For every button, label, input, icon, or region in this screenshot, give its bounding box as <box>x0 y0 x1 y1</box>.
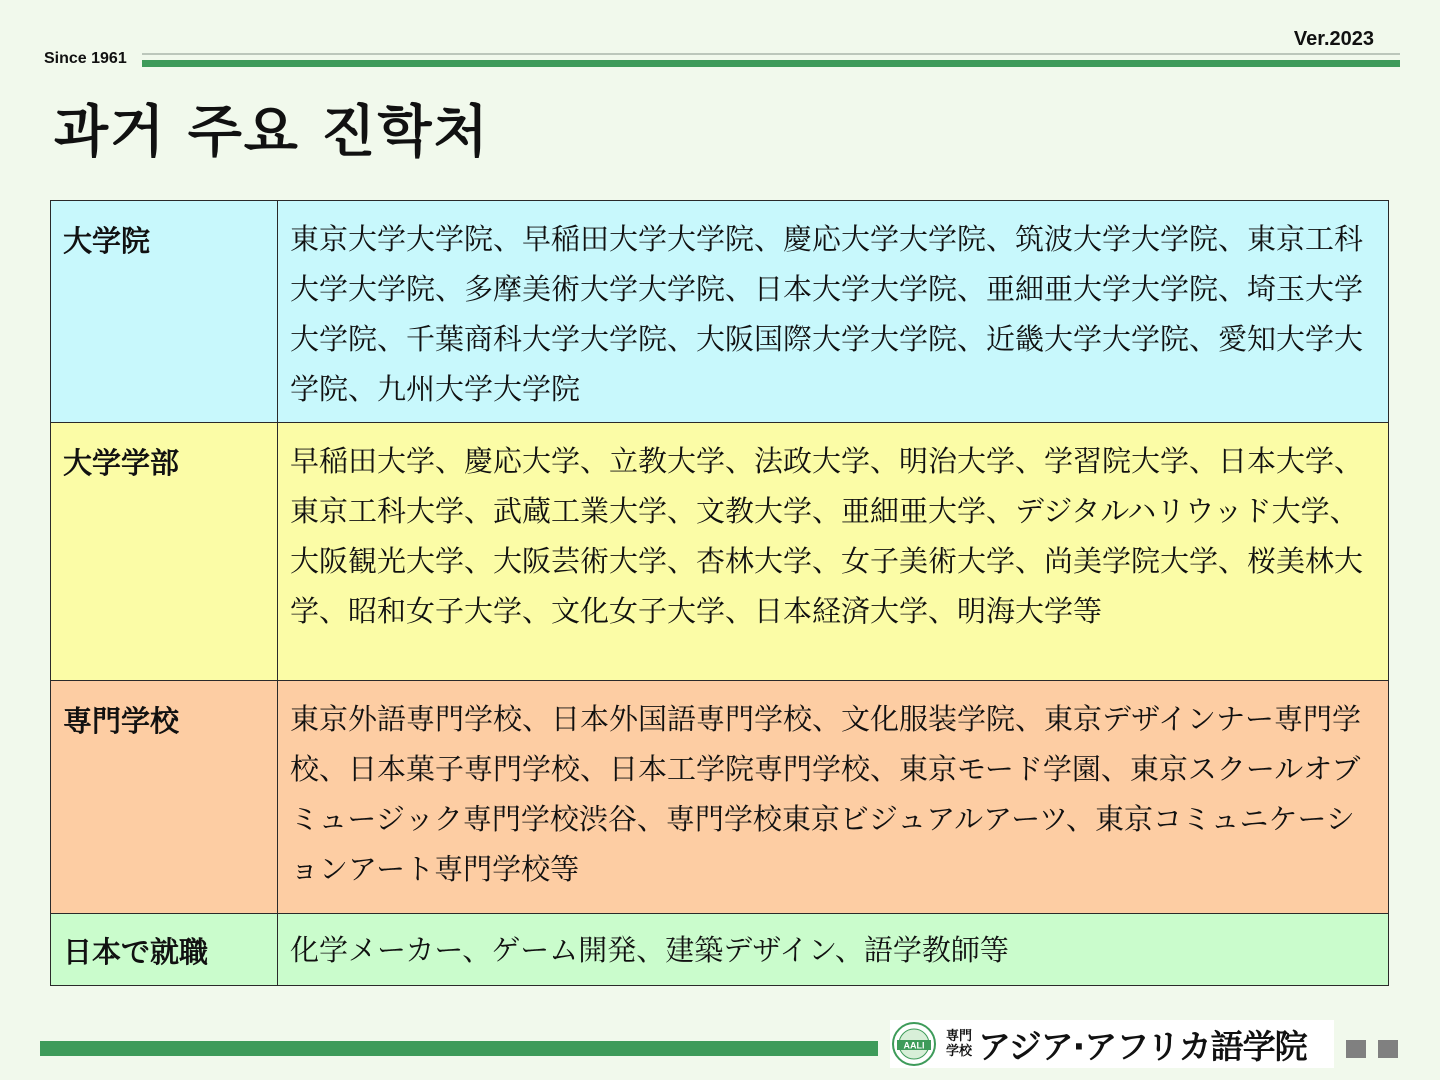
destinations-cell: 化学メーカー、ゲーム開発、建築デザイン、語学教師等 <box>278 914 1389 986</box>
table-row <box>51 201 1389 423</box>
destinations-cell: 東京外語専門学校、日本外国語専門学校、文化服装学院、東京デザインナー専門学校、日本菓子専門学校、日本工学院専門学校、東京モード学園、東京スクールオブミュージック専門学校渋谷、専門学校東京ビジュアルアーツ、東京コミュニケーションアート専門学校等 <box>278 681 1389 914</box>
page-title: 과거 주요 진학처 <box>54 100 490 165</box>
destinations-cell: 東京大学大学院、早稲田大学大学院、慶応大学大学院、筑波大学大学院、東京工科大学大学院、多摩美術大学大学院、日本大学大学院、亜細亜大学大学院、埼玉大学大学院、千葉商科大学大学院、大阪国際大学大学院、近畿大学大学院、愛知大学大学院、九州大学大学院 <box>278 201 1389 423</box>
logo-badge-text: AALI <box>903 1040 925 1051</box>
category-cell: 日本で就職 <box>51 914 278 986</box>
school-logo <box>890 1020 1334 1068</box>
header-divider-thin <box>142 53 1400 55</box>
since-label: Since 1961 <box>44 50 127 67</box>
category-cell: 大学学部 <box>51 423 278 681</box>
footer-square-marker <box>1378 1040 1398 1058</box>
version-label: Ver.2023 <box>1293 28 1374 50</box>
table-row <box>51 681 1389 914</box>
category-cell: 専門学校 <box>51 681 278 914</box>
destinations-cell: 早稲田大学、慶応大学、立教大学、法政大学、明治大学、学習院大学、日本大学、東京工科大学、武蔵工業大学、文教大学、亜細亜大学、デジタルハリウッド大学、大阪観光大学、大阪芸術大学、杏林大学、女子美術大学、尚美学院大学、桜美林大学、昭和女子大学、文化女子大学、日本経済大学、明海大学等 <box>278 423 1389 681</box>
logo-type-label: 専門学校 <box>945 1029 972 1059</box>
globe-badge-icon <box>890 1020 938 1068</box>
table-row <box>51 423 1389 681</box>
footer-bar <box>40 1041 878 1056</box>
footer-square-marker <box>1346 1040 1366 1058</box>
table-row <box>51 914 1389 986</box>
category-cell: 大学院 <box>51 201 278 423</box>
header-divider-thick <box>142 60 1400 67</box>
destinations-table <box>50 200 1389 986</box>
logo-school-name: アジア·アフリカ語学院 <box>978 1026 1307 1066</box>
